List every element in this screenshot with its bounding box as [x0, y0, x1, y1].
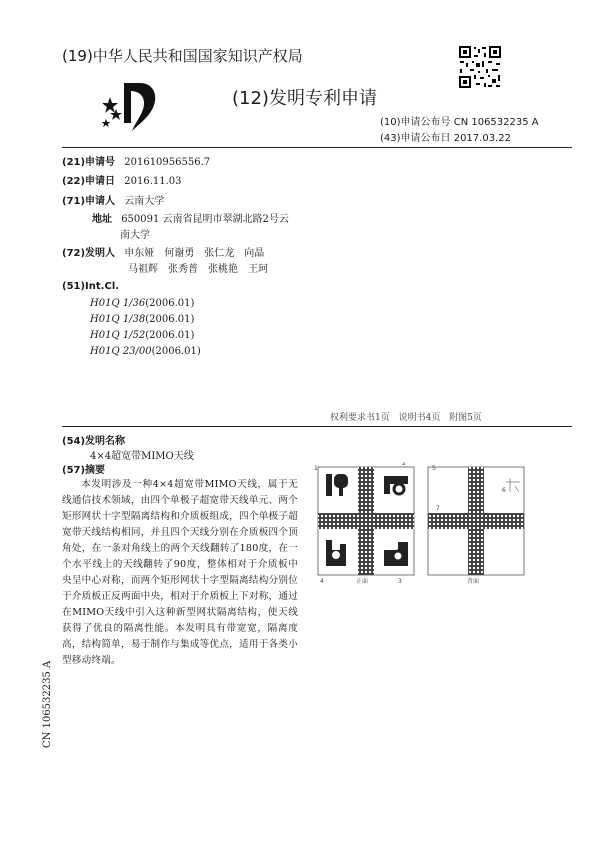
front-label: 正面 — [356, 578, 369, 585]
publication-info — [380, 115, 539, 147]
label-num-5: 5 — [432, 465, 436, 472]
ipc-year: (2006.01) — [145, 298, 195, 309]
ipc-code: H01Q 1/52 — [90, 330, 146, 341]
ipc-item — [90, 296, 201, 312]
label-num-1: 1 — [314, 465, 318, 472]
antenna-figure — [312, 462, 586, 588]
inventors-line-2: 马祖辉 张秀普 张桃艳 王珂 — [128, 264, 268, 275]
applicant-row — [62, 192, 164, 207]
ipc-year: (2006.01) — [145, 314, 195, 325]
application-number: 201610956556.7 — [124, 157, 211, 168]
office-title: (19)中华人民共和国国家知识产权局 — [62, 47, 303, 65]
invention-title: 4×4超宽带MIMO天线 — [90, 451, 194, 462]
ipc-item — [90, 312, 201, 328]
filing-date-code: (22)申请日 — [62, 176, 116, 187]
filing-date: 2016.11.03 — [124, 176, 182, 187]
patent-office-logo — [100, 75, 160, 135]
applicant-code: (71)申请人 — [62, 196, 116, 207]
application-number-code: (21)申请号 — [62, 157, 116, 168]
label-num-6: 6 — [502, 487, 506, 494]
abstract-code — [62, 461, 105, 476]
qr-code-icon — [458, 45, 502, 89]
abstract-code-label: (57)摘要 — [62, 465, 106, 476]
address-label: 地址 — [92, 214, 112, 225]
front-mesh-horizontal — [318, 513, 414, 529]
inventors-line-1: 申东娅 何谢勇 张仁龙 向晶 — [124, 248, 265, 259]
title-code — [62, 432, 125, 447]
back-label: 背面 — [467, 578, 480, 585]
ipc-code: H01Q 1/38 — [90, 314, 146, 325]
ipc-code: H01Q 23/00 — [90, 346, 152, 357]
title-code-label: (54)发明名称 — [62, 436, 126, 447]
ipc-item — [90, 328, 201, 344]
publication-number: (10)申请公布号 CN 106532235 A — [380, 117, 539, 128]
publication-date: (43)申请公布日 2017.03.22 — [380, 133, 511, 144]
applicant: 云南大学 — [124, 196, 165, 207]
inventor-code: (72)发明人 — [62, 248, 116, 259]
address-line-1: 650091 云南省昆明市翠湖北路2号云 — [121, 214, 289, 225]
ipc-code: H01Q 1/36 — [90, 298, 146, 309]
abstract-text: 本发明涉及一种4×4超宽带MIMO天线，属于无线通信技术领域，由四个单极子超宽带天线单元、两个矩形网状十字型隔离结构和介质板组成，四个单极子超宽带天线结构相同，并且四个天线分别在介质板四个顶角处，在一条对角线上的两个天线翻转了180度，在一个水平线上的天线翻转了90度，整体相对于介质板中央呈中心对称，而两个矩形网状十字型隔离结构分别位于介质板正反两面中央，相对于介质板上下对称，通过在MIMO天线中引入这种新型网状隔离结构，使天线获得了优良的隔离性能。本发明具有带宽宽，隔离度高，结构简单，易于制作与集成等优点，适用于各类小型移动终端。 — [62, 479, 298, 666]
back-mesh-horizontal — [428, 513, 524, 529]
intcl-code — [62, 281, 119, 292]
label-num-7: 7 — [436, 505, 440, 512]
address-line-2: 南大学 — [120, 230, 150, 241]
filing-date-row — [62, 172, 182, 187]
label-num-4: 4 — [320, 578, 324, 585]
header-divider — [62, 147, 572, 148]
label-num-2: 2 — [402, 462, 406, 467]
side-publication-number: CN 106532235 A — [42, 660, 53, 748]
ipc-item — [90, 344, 201, 360]
ipc-list — [90, 296, 201, 360]
ipc-year: (2006.01) — [151, 346, 201, 357]
label-num-3: 3 — [398, 578, 402, 585]
document-type: (12)发明专利申请 — [232, 88, 377, 109]
ipc-year: (2006.01) — [145, 330, 195, 341]
application-number-row — [62, 153, 210, 168]
address-row — [92, 210, 289, 225]
page-counts: 权利要求书1页 说明书4页 附图5页 — [330, 413, 482, 423]
section-divider — [62, 426, 572, 427]
inventor-row — [62, 244, 264, 259]
intcl-label: (51)Int.Cl. — [62, 281, 120, 292]
